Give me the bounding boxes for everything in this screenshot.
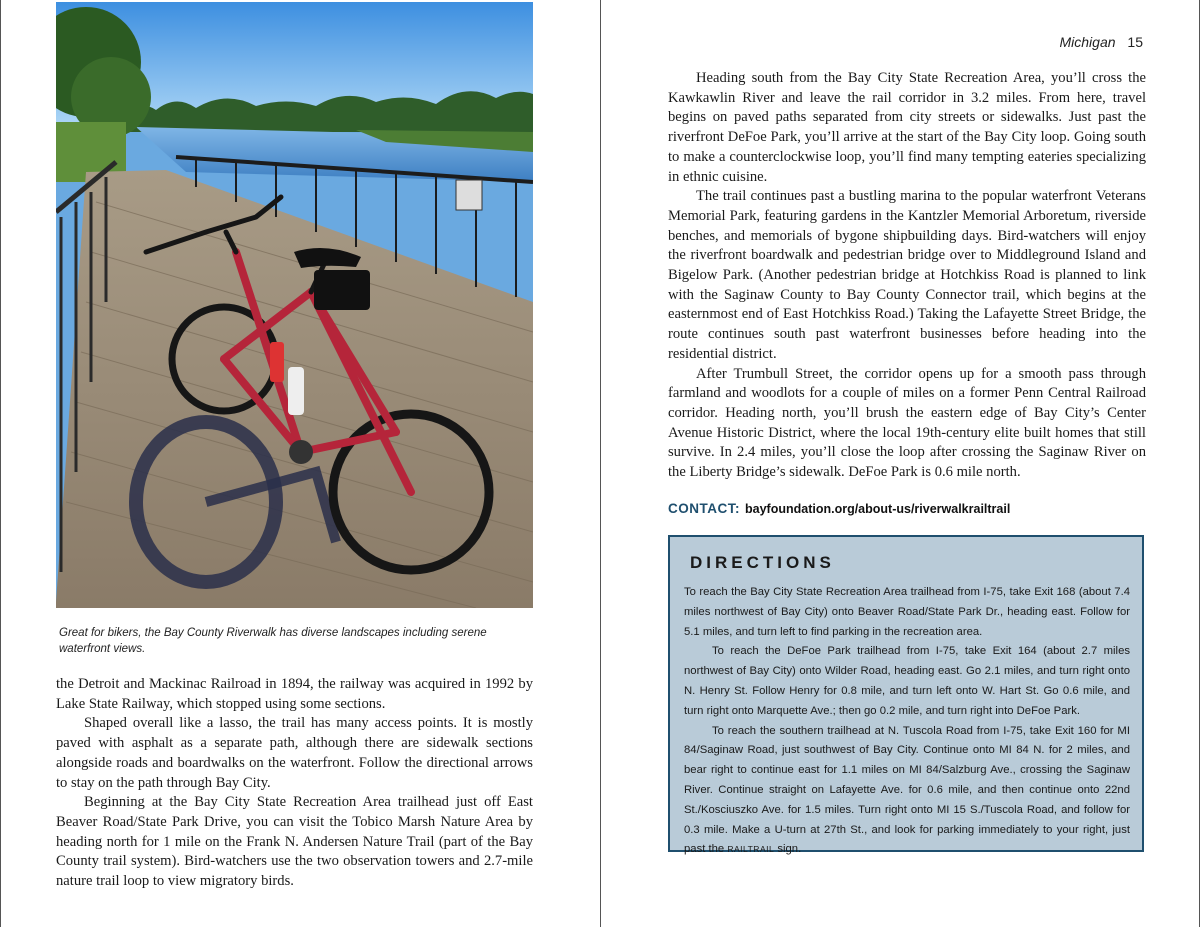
directions-paragraph: To reach the Bay City State Recreation Area trailhead from I-75, take Exit 168 (about 7.4 miles northwest of Bay City) onto Beaver Road/State Park Dr., heading east. Follow for 5.1 miles, and turn left to find parking in the recreation area. xyxy=(684,586,1130,638)
directions-text: To reach the southern trailhead at N. Tuscola Road from I-75, take Exit 160 for MI 84/Saginaw Road, just southwest of Bay City. Continue onto MI 84 N. for 2 miles, and bear right to continue east for 1.1 miles on MI 84/Salzburg Ave., crossing the Saginaw River. Continue straight on Lafayette Ave. for 0.6 mile, and then continue onto 22nd St./Kosciuszko Ave. for 1.5 miles. Turn right onto MI 15 S./Tuscola Road, and follow for 0.3 mile. Make a U-turn at 27th St., and look for parking immediately to your right, just past the xyxy=(684,724,1130,856)
running-head xyxy=(1060,34,1144,50)
running-head-section: Michigan xyxy=(1059,34,1116,50)
right-body-text xyxy=(668,69,1146,483)
page-number: 15 xyxy=(1127,34,1143,50)
contact-label: CONTACT: xyxy=(668,501,740,516)
paragraph: Beginning at the Bay City State Recreation Area trailhead just off East Beaver Road/State Park Drive, you can visit the Tobico Marsh Nature Area by heading north for 1 mile on the Frank N. Andersen Nature Trail (part of the Bay County trail system). Bird-watchers use the two observation towers and 2.7-mile nature trail loop to view migratory birds. xyxy=(56,794,533,890)
directions-paragraph: To reach the DeFoe Park trailhead from I-75, take Exit 164 (about 2.7 miles northwest of Bay City) onto Wilder Road, heading east. Go 2.1 miles, and turn right onto N. Henry St. Follow Henry for 0.8 mile, and turn left onto W. Hart St. Go 0.6 mile, and turn right onto Marquette Ave.; then go 0.2 mile, and turn right into DeFoe Park. xyxy=(684,645,1130,717)
contact-url-link[interactable]: bayfoundation.org/about-us/riverwalkrailtrail xyxy=(745,502,1011,516)
paragraph: Shaped overall like a lasso, the trail has many access points. It is mostly paved with asphalt as a separate path, although there are sidewalk sections alongside roads and boardwalks on the waterfront. Follow the directional arrows to stay on the path through Bay City. xyxy=(56,715,533,791)
directions-title: DIRECTIONS xyxy=(690,553,835,572)
paragraph: After Trumbull Street, the corridor opens up for a smooth pass through farmland and woodlots for a couple of miles on a former Penn Central Railroad corridor. Heading north, you’ll brush the eastern edge of Bay City’s Center Avenue Historic District, where the local 19th-century elite built homes that still survive. In 2.4 miles, you’ll close the loop after crossing the Saginaw River on the Liberty Bridge’s sidewalk. DeFoe Park is 0.6 mile north. xyxy=(668,365,1146,481)
railtrail-sign-label: RAILTRAIL xyxy=(727,844,775,855)
paragraph: the Detroit and Mackinac Railroad in 1894, the railway was acquired in 1992 by Lake State Railway, which stopped using some sections. xyxy=(56,676,533,712)
contact-line xyxy=(668,501,1010,516)
directions-paragraph xyxy=(684,722,1130,861)
left-body-text xyxy=(56,675,533,892)
bicycle-boardwalk-photo xyxy=(56,2,533,608)
paragraph: The trail continues past a bustling marina to the popular waterfront Veterans Memorial Park, featuring gardens in the Kantzler Memorial Arboretum, riverside benches, and memorials of bygone shipbuilding days. Bird-watchers will enjoy the riverfront boardwalk and pedestrian bridge over to Middleground Island and Bigelow Park. (Another pedestrian bridge at Hotchkiss Road is planned to link with the Saginaw County to Bay County Connector trail, which begins at the easternmost end of East Hotchkiss Road.) Taking the Lafayette Street Bridge, the route continues south past waterfront businesses before heading into the residential district. xyxy=(668,188,1146,362)
photo-caption: Great for bikers, the Bay County Riverwalk has diverse landscapes including serene waterfront views. xyxy=(59,627,487,655)
directions-box xyxy=(668,535,1144,856)
paragraph: Heading south from the Bay City State Recreation Area, you’ll cross the Kawkawlin River and leave the rail corridor in 3.2 miles. From here, travel begins on paved paths separated from city streets or sidewalks. Just past the riverfront DeFoe Park, you’ll arrive at the start of the Bay City loop. Going south to make a counterclockwise loop, you’ll find many tempting eateries specializing in ethnic cuisine. xyxy=(668,70,1146,185)
directions-text-end: sign. xyxy=(774,843,802,856)
